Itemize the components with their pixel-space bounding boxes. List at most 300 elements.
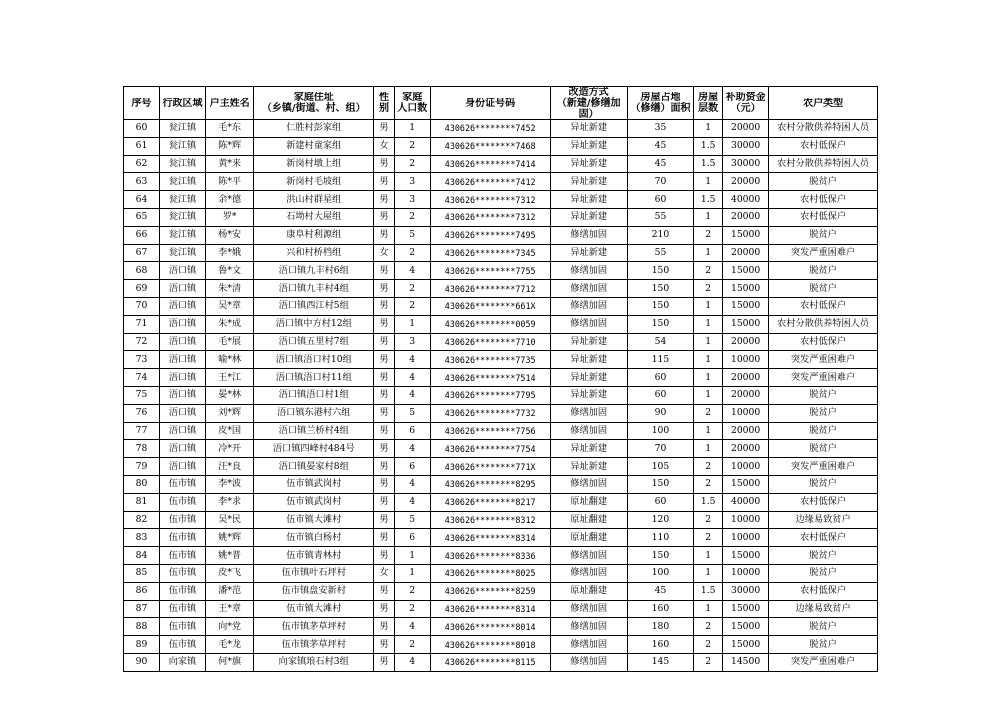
table-row	[124, 493, 878, 511]
cell-household-type: 突发严重困难户	[769, 351, 878, 369]
cell-family-size: 2	[394, 208, 430, 226]
cell-family-size: 6	[394, 422, 430, 440]
header-floors-label: 房屋 层数	[698, 92, 719, 114]
cell-subsidy: 10000	[723, 564, 769, 582]
cell-subsidy: 20000	[723, 369, 769, 387]
cell-address: 浯口镇浯口村10组	[254, 351, 374, 369]
cell-address: 伍市镇大滩村	[254, 600, 374, 618]
cell-address: 浯口镇五里村7组	[254, 333, 374, 351]
cell-floors: 1.5	[694, 137, 723, 155]
table-row	[124, 262, 878, 280]
cell-id-number: 430626********7514	[430, 369, 550, 387]
cell-floors: 1	[694, 333, 723, 351]
cell-floors: 1	[694, 600, 723, 618]
cell-householder: 何*旗	[206, 653, 254, 671]
cell-renovation-method: 异址新建	[550, 191, 627, 209]
cell-gender: 男	[374, 440, 395, 458]
cell-address: 伍市镇叶石坪村	[254, 564, 374, 582]
cell-renovation-method: 修缮加固	[550, 475, 627, 493]
cell-subsidy: 30000	[723, 155, 769, 173]
cell-address: 浯口镇浯口村11组	[254, 369, 374, 387]
cell-address: 伍市镇盘安新村	[254, 582, 374, 600]
cell-address: 洪山村群星组	[254, 191, 374, 209]
cell-subsidy: 15000	[723, 297, 769, 315]
cell-district: 伍市镇	[159, 475, 205, 493]
cell-district: 浯口镇	[159, 369, 205, 387]
cell-seq: 74	[124, 369, 160, 387]
cell-household-type: 农村分散供养特困人员	[769, 155, 878, 173]
cell-gender: 男	[374, 351, 395, 369]
cell-gender: 男	[374, 315, 395, 333]
cell-seq: 84	[124, 547, 160, 565]
table-row	[124, 386, 878, 404]
cell-householder: 朱*成	[206, 315, 254, 333]
cell-floor-area: 150	[627, 315, 694, 333]
cell-renovation-method: 修缮加固	[550, 618, 627, 636]
cell-address: 浯口镇东港村六组	[254, 404, 374, 422]
cell-district: 伍市镇	[159, 564, 205, 582]
cell-gender: 男	[374, 618, 395, 636]
cell-id-number: 430626********7732	[430, 404, 550, 422]
cell-gender: 女	[374, 244, 395, 262]
cell-family-size: 2	[394, 155, 430, 173]
cell-subsidy: 15000	[723, 600, 769, 618]
table-row	[124, 297, 878, 315]
cell-floor-area: 150	[627, 280, 694, 298]
header-district-label: 行政区域	[162, 97, 203, 109]
cell-id-number: 430626********8314	[430, 529, 550, 547]
cell-id-number: 430626********8295	[430, 475, 550, 493]
cell-floor-area: 110	[627, 529, 694, 547]
cell-household-type: 脱贫户	[769, 440, 878, 458]
cell-floors: 1	[694, 369, 723, 387]
cell-family-size: 4	[394, 493, 430, 511]
cell-seq: 79	[124, 458, 160, 476]
cell-floors: 2	[694, 458, 723, 476]
cell-household-type: 农村低保户	[769, 297, 878, 315]
cell-address: 浯口镇浯口村1组	[254, 386, 374, 404]
cell-subsidy: 15000	[723, 547, 769, 565]
cell-subsidy: 20000	[723, 333, 769, 351]
cell-gender: 男	[374, 262, 395, 280]
cell-household-type: 脱贫户	[769, 173, 878, 191]
cell-subsidy: 20000	[723, 173, 769, 191]
cell-id-number: 430626********7735	[430, 351, 550, 369]
cell-id-number: 430626********7756	[430, 422, 550, 440]
cell-family-size: 2	[394, 244, 430, 262]
cell-id-number: 430626********7712	[430, 280, 550, 298]
cell-household-type: 脱贫户	[769, 262, 878, 280]
header-renovation-method	[550, 87, 627, 120]
cell-gender: 男	[374, 369, 395, 387]
cell-floors: 2	[694, 636, 723, 654]
cell-floors: 2	[694, 280, 723, 298]
cell-householder: 李*求	[206, 493, 254, 511]
cell-address: 伍市镇茅草坪村	[254, 636, 374, 654]
cell-gender: 男	[374, 475, 395, 493]
cell-family-size: 1	[394, 315, 430, 333]
cell-householder: 陈*平	[206, 173, 254, 191]
header-family-size-label: 家庭 人口数	[397, 92, 428, 114]
cell-subsidy: 10000	[723, 529, 769, 547]
header-householder	[206, 87, 254, 120]
cell-floor-area: 100	[627, 422, 694, 440]
cell-family-size: 3	[394, 173, 430, 191]
cell-householder: 冷*开	[206, 440, 254, 458]
cell-householder: 朱*清	[206, 280, 254, 298]
cell-subsidy: 15000	[723, 475, 769, 493]
cell-address: 伍市镇大滩村	[254, 511, 374, 529]
table-row	[124, 529, 878, 547]
cell-floors: 1	[694, 315, 723, 333]
table-row	[124, 208, 878, 226]
cell-householder: 刘*辉	[206, 404, 254, 422]
cell-district: 浯口镇	[159, 458, 205, 476]
cell-floor-area: 70	[627, 440, 694, 458]
cell-householder: 皮*飞	[206, 564, 254, 582]
table-row	[124, 333, 878, 351]
cell-id-number: 430626********7754	[430, 440, 550, 458]
cell-household-type: 农村低保户	[769, 493, 878, 511]
header-address	[254, 87, 374, 120]
cell-renovation-method: 异址新建	[550, 173, 627, 191]
cell-subsidy: 40000	[723, 493, 769, 511]
cell-household-type: 农村低保户	[769, 137, 878, 155]
cell-gender: 男	[374, 493, 395, 511]
cell-household-type: 突发严重困难户	[769, 369, 878, 387]
cell-id-number: 430626********8259	[430, 582, 550, 600]
cell-floor-area: 180	[627, 618, 694, 636]
cell-floor-area: 35	[627, 120, 694, 138]
cell-householder: 黄*来	[206, 155, 254, 173]
cell-address: 伍市镇青林村	[254, 547, 374, 565]
cell-family-size: 5	[394, 511, 430, 529]
cell-seq: 63	[124, 173, 160, 191]
cell-renovation-method: 原址翻建	[550, 493, 627, 511]
cell-district: 瓮江镇	[159, 155, 205, 173]
table-row	[124, 653, 878, 671]
cell-address: 伍市镇茅草坪村	[254, 618, 374, 636]
cell-gender: 男	[374, 120, 395, 138]
cell-floors: 1	[694, 547, 723, 565]
cell-household-type: 农村低保户	[769, 529, 878, 547]
cell-seq: 67	[124, 244, 160, 262]
cell-district: 向家镇	[159, 653, 205, 671]
cell-id-number: 430626********661X	[430, 297, 550, 315]
cell-id-number: 430626********771X	[430, 458, 550, 476]
cell-householder: 向*党	[206, 618, 254, 636]
cell-subsidy: 20000	[723, 440, 769, 458]
cell-seq: 71	[124, 315, 160, 333]
cell-seq: 75	[124, 386, 160, 404]
header-floor-area	[627, 87, 694, 120]
cell-gender: 男	[374, 547, 395, 565]
cell-gender: 男	[374, 529, 395, 547]
cell-district: 瓮江镇	[159, 226, 205, 244]
cell-household-type: 脱贫户	[769, 226, 878, 244]
cell-address: 浯口镇晏家村8组	[254, 458, 374, 476]
cell-family-size: 1	[394, 564, 430, 582]
header-address-label: 家庭住址 （乡镇/街道、村、组）	[261, 92, 366, 114]
cell-householder: 余*德	[206, 191, 254, 209]
cell-floor-area: 60	[627, 369, 694, 387]
header-gender-label: 性 别	[379, 92, 390, 114]
header-subsidy-label: 补助资金 （元）	[725, 92, 766, 114]
cell-floor-area: 60	[627, 191, 694, 209]
table-row	[124, 351, 878, 369]
cell-floor-area: 45	[627, 155, 694, 173]
cell-householder: 陈*辉	[206, 137, 254, 155]
cell-renovation-method: 修缮加固	[550, 280, 627, 298]
cell-seq: 72	[124, 333, 160, 351]
cell-gender: 男	[374, 458, 395, 476]
cell-seq: 86	[124, 582, 160, 600]
cell-floor-area: 115	[627, 351, 694, 369]
header-household-type	[769, 87, 878, 120]
cell-id-number: 430626********8314	[430, 600, 550, 618]
cell-subsidy: 10000	[723, 511, 769, 529]
cell-floor-area: 160	[627, 600, 694, 618]
cell-district: 浯口镇	[159, 280, 205, 298]
cell-address: 浯口镇九丰村4组	[254, 280, 374, 298]
cell-family-size: 4	[394, 351, 430, 369]
cell-renovation-method: 原址翻建	[550, 582, 627, 600]
cell-renovation-method: 异址新建	[550, 351, 627, 369]
cell-floors: 2	[694, 226, 723, 244]
cell-householder: 潘*范	[206, 582, 254, 600]
cell-householder: 姚*辉	[206, 529, 254, 547]
cell-address: 浯口镇九丰村6组	[254, 262, 374, 280]
cell-householder: 罗*	[206, 208, 254, 226]
cell-district: 浯口镇	[159, 386, 205, 404]
cell-district: 伍市镇	[159, 600, 205, 618]
cell-floors: 1	[694, 440, 723, 458]
cell-id-number: 430626********7312	[430, 191, 550, 209]
cell-subsidy: 10000	[723, 458, 769, 476]
table-row	[124, 155, 878, 173]
cell-family-size: 6	[394, 458, 430, 476]
cell-address: 新岗村毛坡组	[254, 173, 374, 191]
cell-householder: 姚*普	[206, 547, 254, 565]
cell-subsidy: 15000	[723, 315, 769, 333]
cell-floor-area: 120	[627, 511, 694, 529]
cell-seq: 70	[124, 297, 160, 315]
cell-floor-area: 105	[627, 458, 694, 476]
cell-seq: 60	[124, 120, 160, 138]
cell-household-type: 脱贫户	[769, 422, 878, 440]
cell-gender: 女	[374, 137, 395, 155]
cell-seq: 66	[124, 226, 160, 244]
cell-householder: 毛*东	[206, 120, 254, 138]
cell-family-size: 2	[394, 297, 430, 315]
cell-address: 兴和村桥档组	[254, 244, 374, 262]
cell-subsidy: 14500	[723, 653, 769, 671]
cell-household-type: 农村低保户	[769, 582, 878, 600]
cell-address: 仁胜村彭家组	[254, 120, 374, 138]
cell-subsidy: 20000	[723, 208, 769, 226]
cell-gender: 男	[374, 386, 395, 404]
cell-household-type: 突发严重困难户	[769, 653, 878, 671]
cell-district: 瓮江镇	[159, 173, 205, 191]
cell-renovation-method: 异址新建	[550, 244, 627, 262]
table-header-row	[124, 87, 878, 120]
table-row	[124, 511, 878, 529]
cell-family-size: 3	[394, 333, 430, 351]
cell-subsidy: 15000	[723, 280, 769, 298]
cell-family-size: 5	[394, 404, 430, 422]
cell-householder: 毛*龙	[206, 636, 254, 654]
cell-household-type: 农村低保户	[769, 191, 878, 209]
cell-household-type: 农村分散供养特困人员	[769, 120, 878, 138]
cell-address: 向家镇琅石村3组	[254, 653, 374, 671]
cell-family-size: 4	[394, 386, 430, 404]
cell-floors: 1	[694, 173, 723, 191]
cell-household-type: 突发严重困难户	[769, 244, 878, 262]
cell-gender: 女	[374, 564, 395, 582]
cell-renovation-method: 原址翻建	[550, 529, 627, 547]
cell-renovation-method: 修缮加固	[550, 404, 627, 422]
cell-address: 伍市镇武岗村	[254, 475, 374, 493]
cell-renovation-method: 异址新建	[550, 386, 627, 404]
cell-district: 浯口镇	[159, 404, 205, 422]
cell-subsidy: 30000	[723, 137, 769, 155]
cell-gender: 男	[374, 582, 395, 600]
cell-subsidy: 20000	[723, 386, 769, 404]
cell-household-type: 突发严重困难户	[769, 458, 878, 476]
cell-district: 伍市镇	[159, 547, 205, 565]
cell-family-size: 6	[394, 529, 430, 547]
cell-seq: 89	[124, 636, 160, 654]
cell-household-type: 脱贫户	[769, 386, 878, 404]
cell-gender: 男	[374, 653, 395, 671]
cell-district: 伍市镇	[159, 636, 205, 654]
cell-district: 伍市镇	[159, 618, 205, 636]
table-row	[124, 636, 878, 654]
cell-district: 瓮江镇	[159, 244, 205, 262]
cell-household-type: 农村分散供养特困人员	[769, 315, 878, 333]
header-renovation-method-label: 改造方式 （新建/修缮加 固）	[556, 87, 621, 119]
cell-family-size: 3	[394, 191, 430, 209]
cell-seq: 90	[124, 653, 160, 671]
header-floors	[694, 87, 723, 120]
cell-address: 康阜村利源组	[254, 226, 374, 244]
header-id-number-label: 身份证号码	[465, 97, 516, 109]
cell-address: 浯口镇中方村12组	[254, 315, 374, 333]
cell-family-size: 2	[394, 280, 430, 298]
table-row	[124, 244, 878, 262]
cell-id-number: 430626********8115	[430, 653, 550, 671]
cell-renovation-method: 异址新建	[550, 369, 627, 387]
table-row	[124, 582, 878, 600]
cell-gender: 男	[374, 173, 395, 191]
cell-gender: 男	[374, 155, 395, 173]
cell-floor-area: 150	[627, 547, 694, 565]
cell-floors: 1	[694, 244, 723, 262]
cell-floor-area: 60	[627, 493, 694, 511]
cell-district: 浯口镇	[159, 315, 205, 333]
cell-floors: 1	[694, 351, 723, 369]
cell-address: 浯口镇四峰村484号	[254, 440, 374, 458]
housing-subsidy-sheet	[123, 86, 878, 672]
cell-id-number: 430626********7414	[430, 155, 550, 173]
cell-floors: 1.5	[694, 155, 723, 173]
cell-subsidy: 20000	[723, 120, 769, 138]
cell-floors: 1.5	[694, 493, 723, 511]
cell-householder: 吴*民	[206, 511, 254, 529]
cell-floors: 2	[694, 262, 723, 280]
cell-seq: 69	[124, 280, 160, 298]
cell-householder: 鲁*文	[206, 262, 254, 280]
cell-householder: 王*江	[206, 369, 254, 387]
cell-id-number: 430626********8025	[430, 564, 550, 582]
cell-subsidy: 15000	[723, 618, 769, 636]
cell-floor-area: 160	[627, 636, 694, 654]
cell-floor-area: 55	[627, 244, 694, 262]
table-row	[124, 226, 878, 244]
table-row	[124, 137, 878, 155]
header-floor-area-label: 房屋占地 （修缮）面积	[630, 92, 691, 114]
header-seq-label: 序号	[131, 97, 152, 109]
cell-renovation-method: 修缮加固	[550, 547, 627, 565]
table-row	[124, 618, 878, 636]
cell-renovation-method: 异址新建	[550, 440, 627, 458]
cell-family-size: 5	[394, 226, 430, 244]
cell-gender: 男	[374, 333, 395, 351]
cell-floors: 2	[694, 511, 723, 529]
header-householder-label: 户主姓名	[209, 97, 250, 109]
cell-family-size: 2	[394, 600, 430, 618]
cell-id-number: 430626********7412	[430, 173, 550, 191]
cell-gender: 男	[374, 511, 395, 529]
cell-renovation-method: 异址新建	[550, 120, 627, 138]
cell-district: 浯口镇	[159, 297, 205, 315]
table-row	[124, 600, 878, 618]
cell-id-number: 430626********7795	[430, 386, 550, 404]
table-row	[124, 191, 878, 209]
cell-householder: 杨*安	[206, 226, 254, 244]
cell-id-number: 430626********7312	[430, 208, 550, 226]
cell-subsidy: 10000	[723, 351, 769, 369]
cell-district: 伍市镇	[159, 582, 205, 600]
cell-district: 瓮江镇	[159, 191, 205, 209]
table-row	[124, 120, 878, 138]
cell-id-number: 430626********8217	[430, 493, 550, 511]
cell-district: 瓮江镇	[159, 208, 205, 226]
table-row	[124, 458, 878, 476]
header-family-size	[394, 87, 430, 120]
cell-district: 浯口镇	[159, 440, 205, 458]
cell-renovation-method: 异址新建	[550, 137, 627, 155]
cell-family-size: 4	[394, 369, 430, 387]
cell-subsidy: 15000	[723, 262, 769, 280]
cell-renovation-method: 修缮加固	[550, 653, 627, 671]
table-row	[124, 404, 878, 422]
cell-gender: 男	[374, 208, 395, 226]
cell-floor-area: 70	[627, 173, 694, 191]
cell-floors: 1	[694, 386, 723, 404]
cell-householder: 毛*展	[206, 333, 254, 351]
cell-district: 伍市镇	[159, 493, 205, 511]
cell-floors: 1	[694, 422, 723, 440]
cell-floors: 1.5	[694, 191, 723, 209]
cell-id-number: 430626********0059	[430, 315, 550, 333]
cell-seq: 73	[124, 351, 160, 369]
cell-floor-area: 150	[627, 297, 694, 315]
cell-renovation-method: 修缮加固	[550, 262, 627, 280]
cell-seq: 83	[124, 529, 160, 547]
cell-seq: 76	[124, 404, 160, 422]
cell-gender: 男	[374, 422, 395, 440]
